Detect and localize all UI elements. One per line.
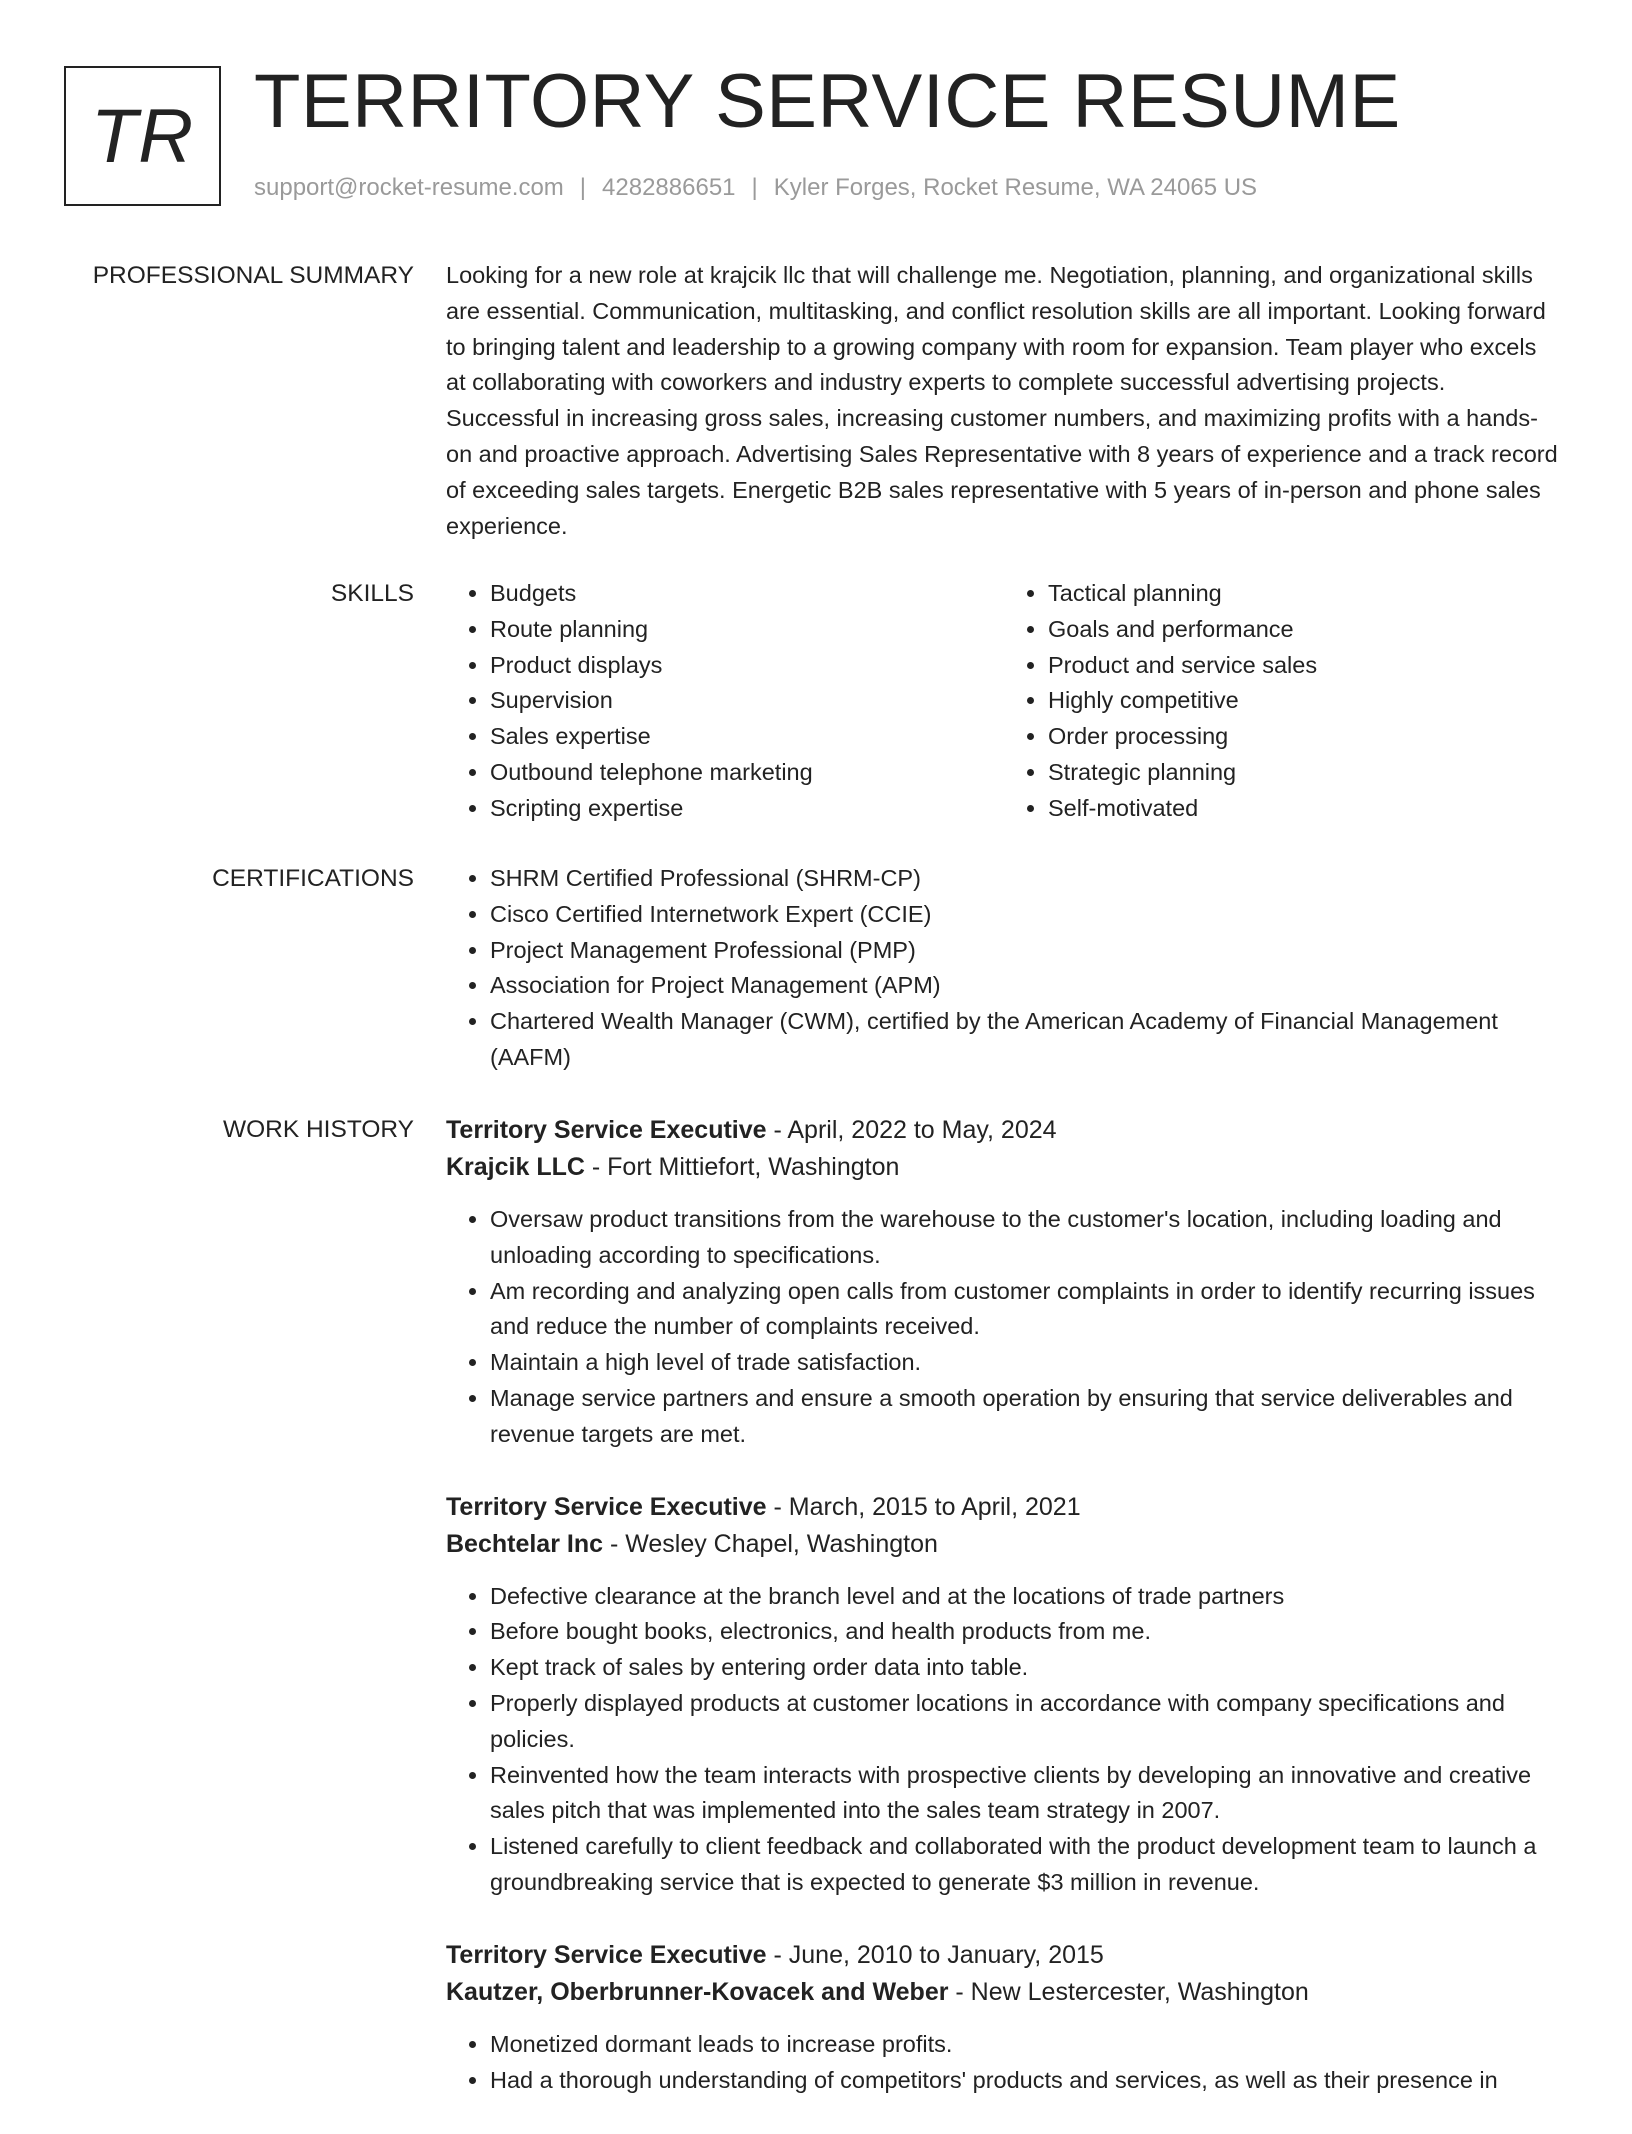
skill-item: • Self-motivated <box>1048 791 1562 827</box>
job-bullet: • Reinvented how the team interacts with prospective clients by developing an innovative and creative sales pitch that was implemented into the sales team strategy in 2007. <box>490 1758 1562 1830</box>
job-company-line <box>446 1974 1562 2011</box>
certification-item: • SHRM Certified Professional (SHRM-CP) <box>490 861 1562 897</box>
monogram-initials: TR <box>90 93 195 179</box>
job-bullet: • Properly displayed products at customer locations in accordance with company specifications and policies. <box>490 1686 1562 1758</box>
job-company-line <box>446 1149 1562 1186</box>
job-company: Krajcik LLC <box>446 1153 585 1181</box>
job-company: Kautzer, Oberbrunner-Kovacek and Weber <box>446 1977 949 2006</box>
contact-phone[interactable]: 4282886651 <box>602 174 736 201</box>
resume-title: TERRITORY SERVICE RESUME <box>254 59 1401 144</box>
job-bullet: • Had a thorough understanding of competitors' products and services, as well as their presence in <box>490 2063 1562 2099</box>
certifications-list <box>446 861 1562 1076</box>
job-bullet: • Kept track of sales by entering order data into table. <box>490 1650 1562 1686</box>
contact-address: Kyler Forges, Rocket Resume, WA 24065 US <box>773 174 1258 201</box>
job-bullet: • Manage service partners and ensure a smooth operation by ensuring that service deliverables and revenue targets are met. <box>490 1381 1562 1453</box>
job-dates: - April, 2022 to May, 2024 <box>766 1116 1057 1144</box>
skill-item: • Product displays <box>490 648 1004 684</box>
skill-item: • Budgets <box>490 576 1004 612</box>
skill-item: • Sales expertise <box>490 719 1004 755</box>
job-entry <box>446 1937 1562 2099</box>
summary-text: Looking for a new role at krajcik llc that will challenge me. Negotiation, planning, and organizational skills are essential. Communication, multitasking, and conflict resolution skills are all important. Looking forward to bringing talent and leadership to a growing company with room for expansion. Team player who excels at collaborating with coworkers and industry experts to complete successful advertising projects. Successful in increasing gross sales, increasing customer numbers, and maximizing profits with a hands-on and proactive approach. Advertising Sales Representative with 8 years of experience and a track record of exceeding sales targets. Energetic B2B sales representative with 5 years of in-person and phone sales experience. <box>446 262 1558 539</box>
job-company: Bechtelar Inc <box>446 1529 604 1558</box>
job-title-line <box>446 1489 1562 1526</box>
job-title: Territory Service Executive <box>446 1492 767 1521</box>
section-heading-skills: SKILLS <box>330 580 414 607</box>
job-bullet: • Defective clearance at the branch level and at the locations of trade partners <box>490 1579 1562 1615</box>
job-bullet: • Oversaw product transitions from the warehouse to the customer's location, including loading and unloading according to specifications. <box>490 1202 1562 1274</box>
job-dates: - June, 2010 to January, 2015 <box>766 1940 1104 1969</box>
job-location: - Wesley Chapel, Washington <box>603 1529 938 1558</box>
job-bullet: • Before bought books, electronics, and health products from me. <box>490 1614 1562 1650</box>
contact-line <box>254 174 1257 202</box>
job-title-line <box>446 1112 1562 1149</box>
job-entry <box>446 1112 1562 1453</box>
skill-item: • Scripting expertise <box>490 791 1004 827</box>
job-bullets <box>446 1579 1562 1901</box>
skills-list-right <box>1004 576 1562 827</box>
job-location: - Fort Mittiefort, Washington <box>584 1153 900 1181</box>
skill-item: • Tactical planning <box>1048 576 1562 612</box>
job-bullet: • Monetized dormant leads to increase profits. <box>490 2027 1562 2063</box>
certification-item: • Project Management Professional (PMP) <box>490 933 1562 969</box>
contact-email[interactable]: support@rocket-resume.com <box>254 174 564 201</box>
section-heading-work-history: WORK HISTORY <box>222 1116 414 1143</box>
section-heading-summary: PROFESSIONAL SUMMARY <box>92 262 414 289</box>
job-bullet: • Maintain a high level of trade satisfaction. <box>490 1345 1562 1381</box>
skill-item: • Outbound telephone marketing <box>490 755 1004 791</box>
skill-item: • Order processing <box>1048 719 1562 755</box>
certification-item: • Association for Project Management (APM) <box>490 968 1562 1004</box>
job-bullet: • Am recording and analyzing open calls from customer complaints in order to identify recurring issues and reduce the number of complaints received. <box>490 1274 1562 1346</box>
job-entry <box>446 1489 1562 1901</box>
job-title: Territory Service Executive <box>446 1940 767 1969</box>
job-bullets <box>446 2027 1562 2099</box>
job-dates: - March, 2015 to April, 2021 <box>766 1492 1081 1521</box>
job-company-line <box>446 1526 1562 1563</box>
skills-list-left <box>446 576 1004 827</box>
job-title-line <box>446 1937 1562 1974</box>
job-bullets <box>446 1202 1562 1453</box>
job-location: - New Lestercester, Washington <box>948 1977 1309 2006</box>
skill-item: • Product and service sales <box>1048 648 1562 684</box>
skill-item: • Goals and performance <box>1048 612 1562 648</box>
job-title: Territory Service Executive <box>446 1116 767 1144</box>
skill-item: • Highly competitive <box>1048 683 1562 719</box>
skill-item: • Supervision <box>490 683 1004 719</box>
certification-item: • Chartered Wealth Manager (CWM), certified by the American Academy of Financial Management (AAFM) <box>490 1004 1562 1076</box>
job-bullet: • Listened carefully to client feedback and collaborated with the product development team to launch a groundbreaking service that is expected to generate $3 million in revenue. <box>490 1829 1562 1901</box>
monogram-box <box>64 66 221 206</box>
contact-separator: | <box>579 174 587 201</box>
skill-item: • Route planning <box>490 612 1004 648</box>
skill-item: • Strategic planning <box>1048 755 1562 791</box>
certification-item: • Cisco Certified Internetwork Expert (CCIE) <box>490 897 1562 933</box>
contact-separator: | <box>751 174 758 201</box>
section-heading-certifications: CERTIFICATIONS <box>212 865 414 892</box>
